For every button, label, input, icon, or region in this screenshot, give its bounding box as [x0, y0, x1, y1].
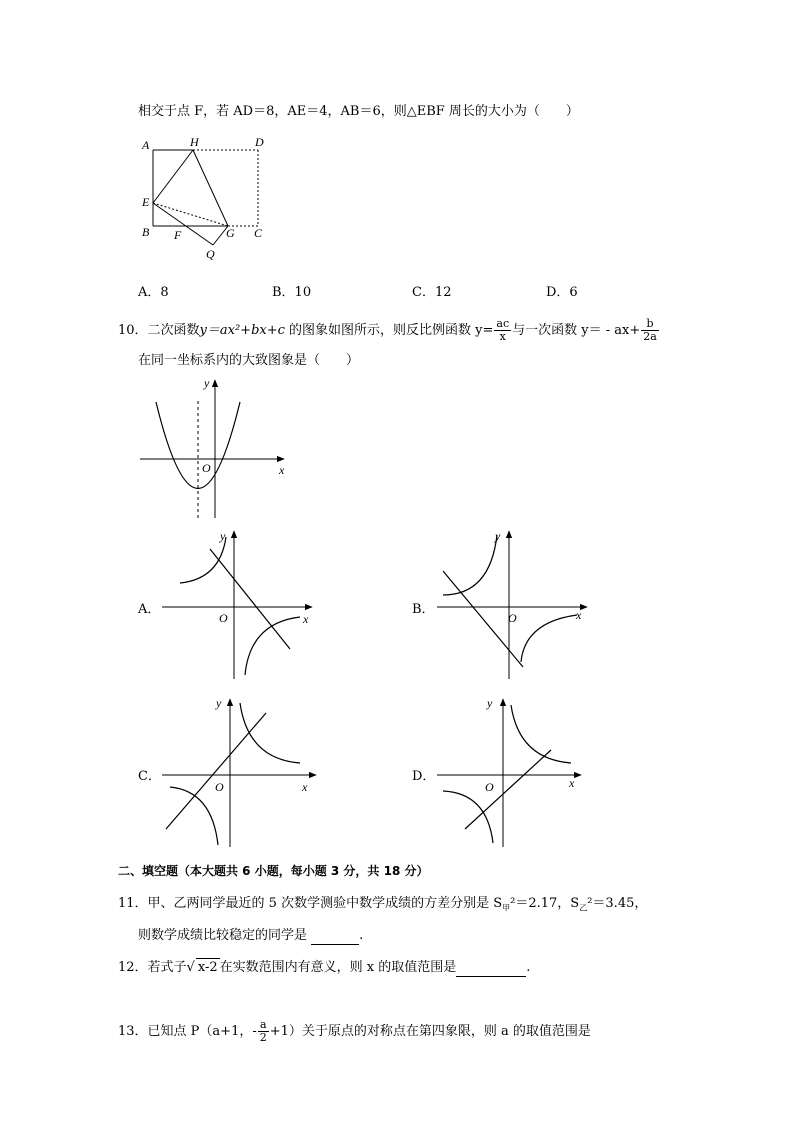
svg-text:y: y [487, 696, 493, 710]
svg-text:x: x [302, 780, 308, 794]
svg-text:x: x [303, 612, 309, 626]
q10-question-line1: 10．二次函数y＝ax²+bx+c 的图象如图所示，则反比例函数 y= $\frac{ac}{x}$ 与一次函数 y＝ - ax+ $\frac{b}{2a}$ [118, 317, 657, 343]
q10-parabola-graph [138, 375, 298, 525]
svg-text:O: O [219, 611, 228, 625]
svg-text:x: x [569, 776, 575, 790]
svg-text:O: O [202, 461, 211, 475]
label-E: E [142, 195, 150, 209]
q10-question-line2: 在同一坐标系内的大致图象是（ ） [138, 353, 360, 368]
q9-option-d: D．6 [546, 285, 578, 300]
label-A: A [142, 138, 150, 152]
svg-text:O: O [215, 780, 224, 794]
svg-text:y: y [216, 696, 222, 710]
q10-choice-c-graph [160, 695, 320, 850]
svg-text:O: O [508, 611, 517, 625]
label-D: D [255, 135, 264, 149]
label-F: F [174, 228, 182, 242]
svg-text:x: x [279, 463, 285, 477]
label-C: C [254, 226, 263, 240]
q13-line: 13．已知点 P（a+1，- $\frac{a}{2}$ +1）关于原点的对称点在第四象限，则 a 的取值范围是 [118, 1018, 591, 1044]
svg-text:y: y [204, 376, 210, 390]
q12-answer-blank[interactable] [456, 962, 526, 977]
q12-line: 12．若式子√ x-2 在实数范围内有意义，则 x 的取值范围是 . [118, 960, 531, 975]
q11-line1: 11．甲、乙两同学最近的 5 次数学测验中数学成绩的方差分别是 $S_甲^2=2.17$，$S_乙^2=3.45$， [118, 896, 648, 913]
q10-choice-c-label: C． [138, 769, 161, 784]
svg-text:x: x [576, 608, 582, 622]
q11-line2: 则数学成绩比较稳定的同学是 . [138, 928, 364, 943]
section-2-heading: 二、填空题（本大题共 6 小题，每小题 3 分，共 18 分） [118, 864, 429, 878]
q9-question-line: 相交于点 F，若 AD＝8，AE＝4，AB＝6，则△EBF 周长的大小为（ ） [138, 104, 579, 119]
label-Q: Q [206, 247, 215, 261]
q10-choice-b-label: B． [412, 602, 435, 617]
q9-geometry-figure [138, 134, 278, 264]
label-G: G [226, 226, 235, 240]
svg-text:y: y [495, 529, 501, 543]
label-B: B [142, 225, 150, 239]
q10-choice-d-label: D． [412, 769, 436, 784]
q9-option-a: A．8 [138, 285, 169, 300]
q10-choice-a-graph [160, 527, 320, 682]
svg-text:O: O [485, 780, 494, 794]
q9-option-b: B．10 [272, 285, 312, 300]
svg-text:y: y [220, 529, 226, 543]
q10-choice-d-graph [435, 695, 595, 850]
label-H: H [190, 135, 199, 149]
q9-option-c: C．12 [412, 285, 452, 300]
q10-choice-b-graph [435, 527, 595, 682]
q10-choice-a-label: A． [138, 602, 161, 617]
q11-answer-blank[interactable] [311, 930, 359, 945]
sqrt-symbol: √ [186, 960, 195, 975]
